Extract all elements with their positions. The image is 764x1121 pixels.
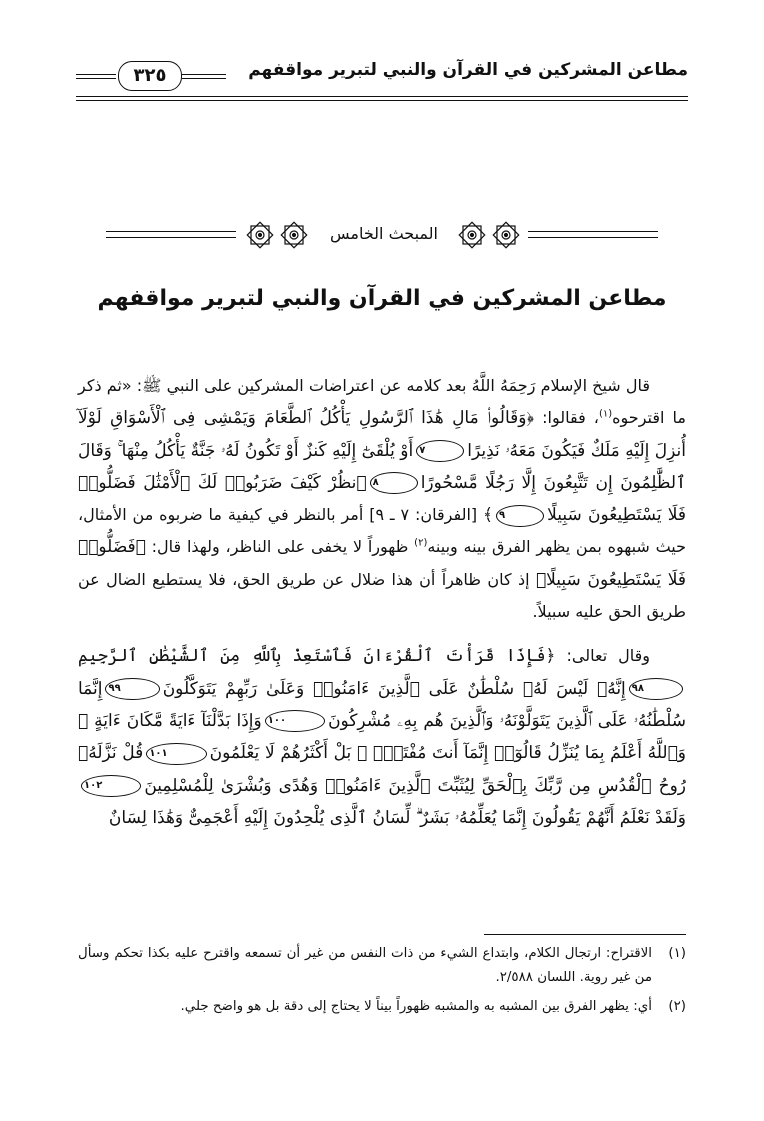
- page-number-right-line: [182, 74, 226, 75]
- paragraph: [78, 640, 686, 834]
- text-run: : «ثم ذكر ما اقترحوه: [78, 376, 686, 428]
- running-header: [76, 58, 688, 98]
- ayah-number: ٩٩: [105, 678, 159, 700]
- banner-right-line: [528, 231, 658, 232]
- running-title: مطاعن المشركين في القرآن والنبي لتبرير مواقفهم: [248, 60, 688, 80]
- flower-ornament-icon: [244, 219, 276, 251]
- text-run: وقال تعالى:: [555, 646, 650, 666]
- quran-verse: أَوْ يُلْقَىٰٓ إِلَيْهِ كَنزٌ أَوْ تَكُونُ لَهُۥ جَنَّةٌ يَأْكُلُ مِنْهَا ۚ وَقَالَ ٱلظَّٰلِمُونَ إِن تَتَّبِعُونَ إِلَّا رَجُلًا مَّسْحُورًا: [78, 440, 686, 493]
- page-number-right-line-2: [182, 78, 226, 79]
- body-text: [78, 370, 686, 834]
- flower-ornament-icon: [456, 219, 488, 251]
- text-run: إذ كان ظاهراً أن هذا ضلال عن طريق الحق، فلا يستطيع الضال عن طريق الحق عليه سبيلاً.: [78, 569, 686, 622]
- footnote-ref: (١): [598, 408, 613, 420]
- ayah-number: ٧: [416, 440, 464, 462]
- footnote-ref: (٢): [414, 538, 428, 550]
- quran-verse: قُلْ نَزَّلَهُۥ رُوحُ ٱلْقُدُسِ مِن رَّبِّكَ بِٱلْحَقِّ لِيُثَبِّتَ ٱلَّذِينَ ءَامَنُوا۟ وَهُدًى وَبُشْرَىٰ لِلْمُسْلِمِينَ: [78, 743, 686, 796]
- footnote-marker: (١): [668, 946, 686, 961]
- honorific: رَحِمَهُ اللَّهُ: [471, 376, 536, 395]
- flower-ornament-icon: [490, 219, 522, 251]
- banner-right-line-2: [528, 237, 658, 238]
- text-run: بعد كلامه عن اعتراضات المشركين على النبي: [161, 376, 472, 395]
- quran-verse: ﴿فَإِذَا قَرَأْتَ ٱلْقُرْءَانَ فَٱسْتَعِذْ بِٱللَّهِ مِنَ ٱلشَّيْطَٰنِ ٱلرَّجِيمِ: [78, 646, 556, 667]
- footnote-separator: [484, 934, 686, 935]
- footnote: [78, 995, 686, 1019]
- text-run: ظهوراً لا يخفى على الناظر، ولهذا قال:: [145, 537, 415, 557]
- page-number: ٣٢٥: [118, 61, 182, 91]
- text-run: [الفرقان: ٧ ـ ٩] أمر بالنظر في كيفية ما ضربوه من الأمثال، حيث شبهوه بمن يظهر الفرق بينه وبينه: [78, 505, 687, 557]
- quran-verse: ﴿فَضَلُّوا۟ فَلَا يَسْتَطِيعُونَ سَبِيلًا﴾: [78, 537, 686, 590]
- ayah-number: ١٠٠: [265, 710, 325, 732]
- quran-verse: ٱنظُرْ كَيْفَ ضَرَبُوا۟ لَكَ ٱلْأَمْثَٰلَ فَضَلُّوا۟ فَلَا يَسْتَطِيعُونَ سَبِيلًا: [78, 472, 687, 526]
- header-rule-thin: [76, 100, 688, 101]
- chapter-title: مطاعن المشركين في القرآن والنبي لتبرير مواقفهم: [97, 286, 667, 311]
- quran-bracket: ﴾: [483, 505, 494, 526]
- ayah-number: ٨: [370, 472, 418, 494]
- footnote-text: الاقتراح: ارتجال الكلام، وابتداع الشيء من ذات النفس من غير أن تسمعه واقترح عليه بكذا تحكم وسأل من غير روية. اللسان ٢/٥٨٨.: [78, 946, 652, 985]
- page-number-ornament: [76, 58, 226, 94]
- page-number-left-line-2: [76, 78, 116, 79]
- footnote-text: أي: يظهر الفرق بين المشبه به والمشبه ظهوراً بيناً لا يحتاج إلى دقة بل هو واضح جلي.: [180, 999, 652, 1014]
- ayah-number: ٩: [496, 505, 544, 527]
- quran-verse: إِنَّهُۥ لَيْسَ لَهُۥ سُلْطَٰنٌ عَلَى ٱلَّذِينَ ءَامَنُوا۟ وَعَلَىٰ رَبِّهِمْ يَتَوَكَّلُونَ: [162, 678, 626, 699]
- quran-verse: إِنَّمَا سُلْطَٰنُهُۥ عَلَى ٱلَّذِينَ يَتَوَلَّوْنَهُۥ وَٱلَّذِينَ هُم بِهِۦ مُشْرِكُونَ: [78, 678, 686, 731]
- paragraph: [78, 370, 686, 628]
- footnote-marker: (٢): [668, 999, 686, 1014]
- banner-left-line-2: [106, 237, 236, 238]
- banner-left-line: [106, 231, 236, 232]
- footnote: [78, 942, 686, 990]
- quran-verse: ﴿وَقَالُوا۟ مَالِ هَٰذَا ٱلرَّسُولِ يَأْكُلُ ٱلطَّعَامَ وَيَمْشِى فِى ٱلْأَسْوَاقِ لَوْلَآ أُنزِلَ إِلَيْهِ مَلَكٌ فَيَكُونَ مَعَهُۥ نَذِيرًا: [78, 408, 686, 461]
- quran-verse: وَلَقَدْ نَعْلَمُ أَنَّهُمْ يَقُولُونَ إِنَّمَا يُعَلِّمُهُۥ بَشَرٌ ۗ لِّسَانُ ٱلَّذِى يُلْحِدُونَ إِلَيْهِ أَعْجَمِىٌّ وَهَٰذَا لِسَانٌ: [108, 807, 686, 828]
- section-banner: [106, 216, 658, 254]
- flower-ornament-icon: [278, 219, 310, 251]
- ayah-number: ٩٨: [629, 678, 683, 700]
- quran-verse: وَإِذَا بَدَّلْنَآ ءَايَةً مَّكَانَ ءَايَةٍ ۙ وَٱللَّهُ أَعْلَمُ بِمَا يُنَزِّلُ قَالُوٓا۟ إِنَّمَآ أَنتَ مُفْتَرٍۭ ۚ بَلْ أَكْثَرُهُمْ لَا يَعْلَمُونَ: [78, 710, 686, 764]
- ayah-number: ١٠٢: [81, 775, 141, 797]
- honorific: ﷺ: [142, 376, 162, 395]
- footnotes: [78, 942, 686, 1024]
- text-run: ، فقالوا:: [534, 408, 599, 428]
- text-run: قال شيخ الإسلام: [535, 376, 651, 395]
- page-number-left-line: [76, 74, 116, 75]
- ayah-number: ١٠١: [146, 743, 206, 765]
- section-label: المبحث الخامس: [329, 224, 438, 243]
- header-rule: [76, 96, 688, 97]
